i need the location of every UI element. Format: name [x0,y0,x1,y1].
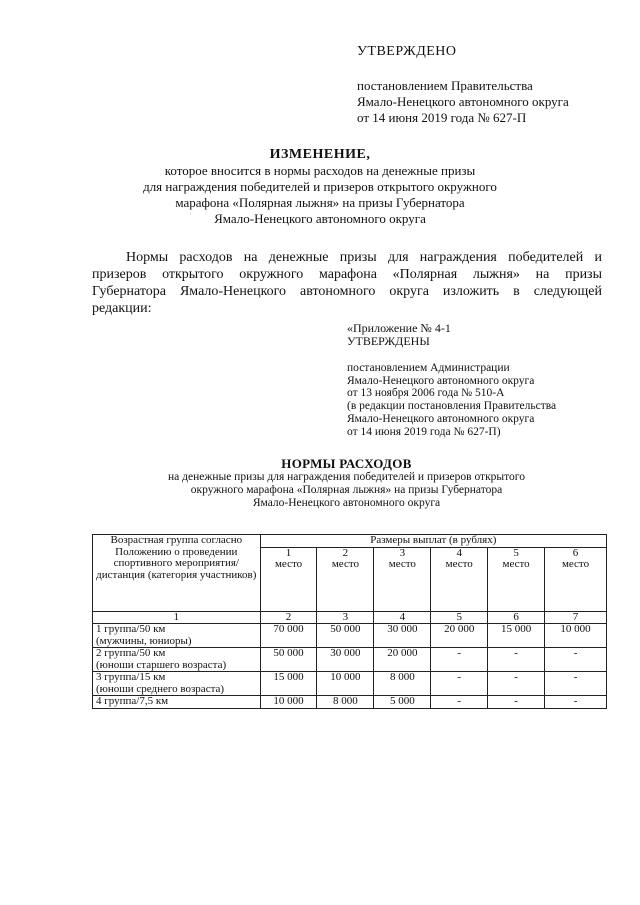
group-cell: 1 группа/50 км (мужчины, юниоры) [93,624,261,648]
appendix-line: от 13 ноября 2006 года № 510-А [347,387,505,400]
column-number: 7 [545,611,607,624]
body-paragraph [92,249,602,317]
value-cell: 10 000 [260,696,317,709]
decree-line: постановлением Правительства [357,78,533,93]
value-cell: 50 000 [260,648,317,672]
paragraph-line: Нормы расходов на денежные призы для награждения победителей и [126,250,602,265]
group-cell: 4 группа/7,5 км [93,696,261,709]
value-cell: - [431,672,488,696]
place-header: 5 место [488,547,545,611]
value-cell: - [545,696,607,709]
appendix-line: Ямало-Ненецкого автономного округа [347,412,535,425]
table-header-row [93,535,607,548]
appendix-line: (в редакции постановления Правительства [347,400,557,413]
value-cell: - [431,648,488,672]
paragraph-line: Губернатора Ямало-Ненецкого автономного округа изложить в следующей [92,284,602,299]
table-row [93,672,607,696]
table-row [93,648,607,672]
group-cell: 3 группа/15 км (юноши среднего возраста) [93,672,261,696]
decree-line: Ямало-Ненецкого автономного округа [357,94,569,109]
subtitle-line: Ямало-Ненецкого автономного округа [214,211,426,226]
appendix-label: «Приложение № 4-1 [347,321,451,335]
decree-line: от 14 июня 2019 года № 627-П [357,110,527,125]
place-header: 3 место [374,547,431,611]
value-cell: 5 000 [374,696,431,709]
column-number: 3 [317,611,374,624]
value-cell: - [545,672,607,696]
value-cell: - [488,672,545,696]
place-header: 4 место [431,547,488,611]
paragraph-line: редакции: [92,301,152,316]
value-cell: - [488,696,545,709]
appendix-line: Ямало-Ненецкого автономного округа [347,374,535,387]
column-number: 1 [93,611,261,624]
subtitle-line: для награждения победителей и призеров открытого окружного [143,179,497,194]
value-cell: 20 000 [431,624,488,648]
column-number: 5 [431,611,488,624]
numbering-row [93,611,607,624]
column-number: 4 [374,611,431,624]
value-cell: 30 000 [374,624,431,648]
table-row [93,624,607,648]
value-cell: - [488,648,545,672]
value-cell: 50 000 [317,624,374,648]
appendix-decree [347,362,556,438]
value-cell: 15 000 [488,624,545,648]
appendix-header [347,322,451,348]
document-title: ИЗМЕНЕНИЕ, [269,147,371,162]
group-column-header: Возрастная группа согласно Положению о проведении спортивного мероприятия/дистанция (категория участников) [93,535,261,612]
value-cell: 8 000 [317,696,374,709]
prize-table [92,534,607,709]
column-number: 6 [488,611,545,624]
document-subtitle [0,163,640,227]
column-number: 2 [260,611,317,624]
place-header: 6 место [545,547,607,611]
decree-reference [357,78,569,126]
place-header: 1 место [260,547,317,611]
subtitle-line: которое вносится в нормы расходов на денежные призы [164,163,476,178]
paragraph-line: призеров открытого окружного марафона «Полярная лыжня» на призы [92,267,602,282]
place-header: 2 место [317,547,374,611]
value-cell: - [545,648,607,672]
value-cell: 20 000 [374,648,431,672]
payments-header: Размеры выплат (в рублях) [260,535,606,548]
appendix-line: от 14 июня 2019 года № 627-П) [347,425,501,438]
norms-subtitle [0,471,640,510]
value-cell: - [431,696,488,709]
appendix-line: постановлением Администрации [347,362,510,374]
norms-line: окружного марафона «Полярная лыжня» на призы Губернатора [190,484,503,496]
norms-line: Ямало-Ненецкого автономного округа [252,497,441,509]
norms-title: НОРМЫ РАСХОДОВ [281,456,412,471]
value-cell: 10 000 [317,672,374,696]
value-cell: 30 000 [317,648,374,672]
value-cell: 70 000 [260,624,317,648]
subtitle-line: марафона «Полярная лыжня» на призы Губернатора [175,195,465,210]
value-cell: 8 000 [374,672,431,696]
approved-heading: УТВЕРЖДЕНО [357,44,457,59]
value-cell: 15 000 [260,672,317,696]
table-row [93,696,607,709]
norms-line: на денежные призы для награждения победителей и призеров открытого [168,471,525,483]
value-cell: 10 000 [545,624,607,648]
appendix-approved: УТВЕРЖДЕНЫ [347,334,430,348]
group-cell: 2 группа/50 км (юноши старшего возраста) [93,648,261,672]
